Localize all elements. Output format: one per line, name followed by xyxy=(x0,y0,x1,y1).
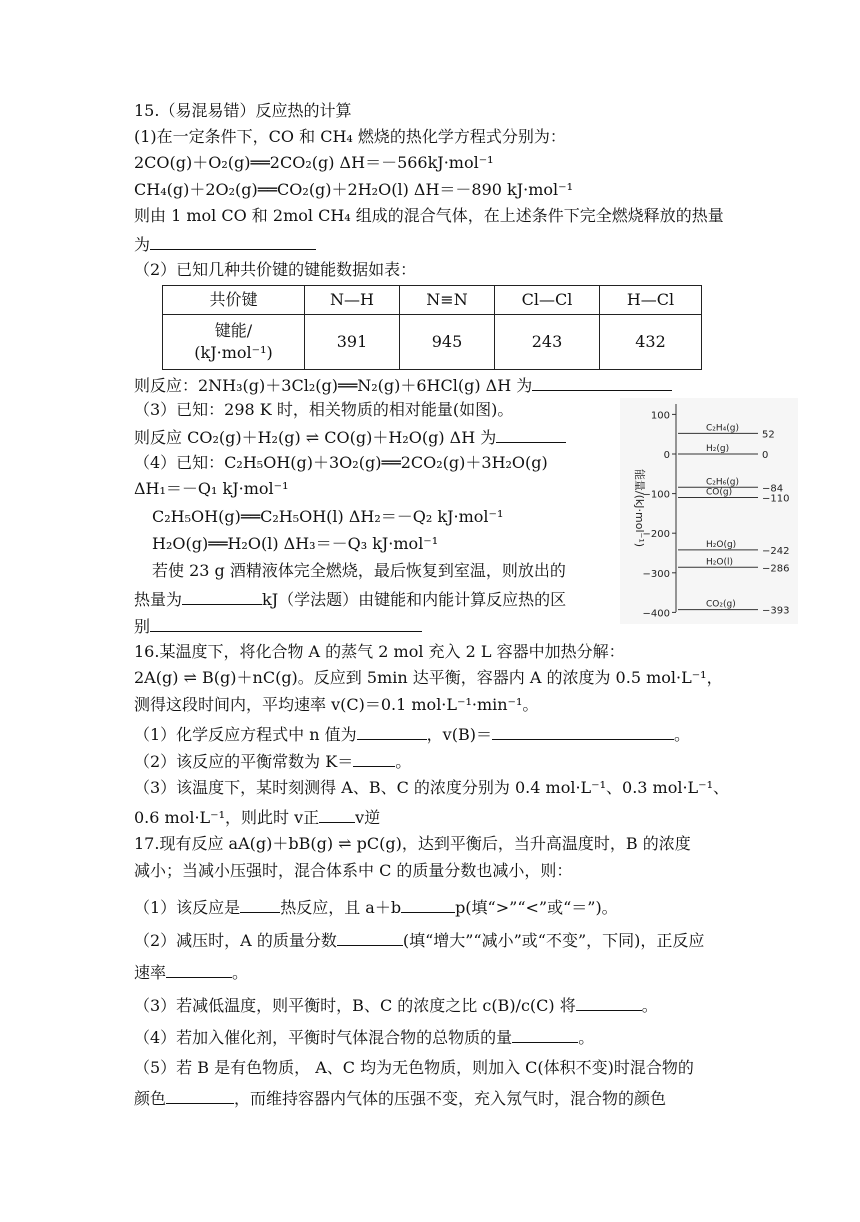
table-header-cell: N—H xyxy=(305,286,400,315)
question-text: （3）若减低温度，则平衡时，B、C 的浓度之比 c(B)/c(C) 将 xyxy=(134,996,576,1015)
question-text: 。 xyxy=(232,963,249,982)
table-header-cell: Cl—Cl xyxy=(495,286,600,315)
q17-part2-cont xyxy=(134,960,248,984)
equation-ethanol-condense: C₂H₅OH(g)══C₂H₅OH(l) ΔH₂＝－Q₂ kJ·mol⁻¹ xyxy=(152,507,504,526)
answer-blank[interactable] xyxy=(240,895,280,913)
q15-part4-answer xyxy=(134,587,566,611)
question-text: 热量为 xyxy=(134,590,183,609)
answer-blank[interactable] xyxy=(512,1025,578,1043)
answer-blank[interactable] xyxy=(576,993,642,1011)
energy-value-label: −242 xyxy=(762,545,790,557)
equation-co-combustion: 2CO(g)＋O₂(g)══2CO₂(g) ΔH＝－566kJ·mol⁻¹ xyxy=(134,153,494,172)
q15-part1-answer xyxy=(134,232,316,256)
q15-part3-question xyxy=(134,425,566,449)
table-row-label xyxy=(163,315,305,370)
axis-tick-label: −200 xyxy=(642,529,670,541)
question-text: 热反应，且 a＋b xyxy=(280,898,402,917)
answer-blank[interactable] xyxy=(353,749,395,767)
bond-energy-table xyxy=(162,285,702,370)
species-label: CO₂(g) xyxy=(706,599,736,610)
equation-ch4-combustion: CH₄(g)＋2O₂(g)══CO₂(g)＋2H₂O(l) ΔH＝－890 kJ·mol⁻¹ xyxy=(134,180,574,199)
energy-level-diagram xyxy=(620,398,798,624)
axis-tick-label: −300 xyxy=(642,568,670,580)
delta-h1: ΔH₁＝－Q₁ kJ·mol⁻¹ xyxy=(134,479,289,498)
q16-part3-answer xyxy=(134,805,380,829)
q17-part2 xyxy=(134,928,704,952)
q15-part2-intro: （2）已知几种共价键的键能数据如表： xyxy=(134,260,417,279)
question-text: 别 xyxy=(134,617,151,636)
question-text: v逆 xyxy=(355,808,381,827)
species-label: C₂H₄(g) xyxy=(706,423,740,434)
table-cell: 243 xyxy=(495,315,600,370)
answer-blank[interactable] xyxy=(150,614,422,632)
q15-part2-question xyxy=(134,373,672,397)
q16-part1 xyxy=(134,722,690,746)
axis-tick-label: −400 xyxy=(642,608,670,620)
answer-blank[interactable] xyxy=(532,373,672,391)
answer-blank[interactable] xyxy=(182,587,262,605)
q17-part5-cont xyxy=(134,1086,666,1110)
table-header-cell: 共价键 xyxy=(163,286,305,315)
row-label-line: 键能/ xyxy=(214,321,253,340)
question-text: 颜色 xyxy=(134,1089,167,1108)
q15-part1-intro: (1)在一定条件下，CO 和 CH₄ 燃烧的热化学方程式分别为： xyxy=(134,127,566,146)
q17-part1 xyxy=(134,895,618,919)
question-text: 0.6 mol·L⁻¹，则此时 v正 xyxy=(134,808,320,827)
q16-intro: 16.某温度下，将化合物 A 的蒸气 2 mol 充入 2 L 容器中加热分解： xyxy=(134,642,625,661)
question-text: ，而维持容器内气体的压强不变，充入氖气时，混合物的颜色 xyxy=(234,1089,667,1108)
energy-value-label: 0 xyxy=(762,450,769,461)
question-text: 。 xyxy=(673,725,690,744)
q15-part4-intro: （4）已知：C₂H₅OH(g)＋3O₂(g)══2CO₂(g)＋3H₂O(g) xyxy=(134,453,548,472)
q17-part4 xyxy=(134,1025,594,1049)
answer-blank[interactable] xyxy=(166,1086,234,1104)
question-text: （2）该反应的平衡常数为 K＝ xyxy=(134,752,354,771)
answer-blank[interactable] xyxy=(401,895,455,913)
energy-value-label: −110 xyxy=(762,493,790,505)
row-label-line: (kJ·mol⁻¹) xyxy=(194,343,273,362)
species-label: H₂O(l) xyxy=(706,557,733,568)
table-header-row xyxy=(163,286,702,315)
question-text: 。 xyxy=(641,996,658,1015)
q17-intro: 17.现有反应 aA(g)＋bB(g) ⇌ pC(g)，达到平衡后，当升高温度时，B 的浓度 xyxy=(134,834,691,853)
table-cell: 391 xyxy=(305,315,400,370)
answer-blank[interactable] xyxy=(496,425,566,443)
q16-part2 xyxy=(134,749,411,773)
answer-blank[interactable] xyxy=(337,928,403,946)
axis-tick-label: 100 xyxy=(650,410,670,422)
question-text: ，v(B)＝ xyxy=(426,725,492,744)
q16-reaction: 2A(g) ⇌ B(g)＋nC(g)。反应到 5min 达平衡，容器内 A 的浓度为 0.5 mol·L⁻¹， xyxy=(134,668,723,687)
q15-part1-question: 则由 1 mol CO 和 2mol CH₄ 组成的混合气体，在上述条件下完全燃烧释放的热量 xyxy=(134,206,724,225)
q17-part5: （5）若 B 是有色物质， A、C 均为无色物质，则加入 C(体积不变)时混合物的 xyxy=(134,1058,694,1077)
q17-part3 xyxy=(134,993,658,1017)
question-text: 。 xyxy=(395,752,412,771)
question-text: （1）化学反应方程式中 n 值为 xyxy=(134,725,357,744)
answer-prefix: 为 xyxy=(134,235,151,254)
answer-blank[interactable] xyxy=(150,232,316,250)
question-text: (填“增大”“减小”或“不变”，下同)，正反应 xyxy=(402,931,705,950)
species-label: CO(g) xyxy=(706,487,733,498)
q17-intro-cont: 减小；当减小压强时，混合体系中 C 的质量分数也减小，则： xyxy=(134,861,573,880)
question-text: 则反应：2NH₃(g)＋3Cl₂(g)══N₂(g)＋6HCl(g) ΔH 为 xyxy=(134,376,533,395)
energy-value-label: 52 xyxy=(762,429,775,441)
answer-blank[interactable] xyxy=(319,805,355,823)
question-text: 。 xyxy=(578,1028,595,1047)
answer-blank[interactable] xyxy=(492,722,674,740)
q15-method-answer xyxy=(134,614,422,638)
axis-tick-label: −100 xyxy=(642,489,670,501)
species-label: H₂O(g) xyxy=(706,539,737,550)
species-label: H₂(g) xyxy=(706,444,730,454)
species-label: C₂H₆(g) xyxy=(706,477,740,488)
y-axis-label: 能量/(kJ·mol⁻¹) xyxy=(633,468,646,548)
q16-part3: （3）该温度下，某时刻测得 A、B、C 的浓度分别为 0.4 mol·L⁻¹、0.3 mol·L⁻¹、 xyxy=(134,778,730,797)
question-text: （1）该反应是 xyxy=(134,898,241,917)
table-header-cell: H—Cl xyxy=(600,286,702,315)
energy-value-label: −393 xyxy=(762,605,790,617)
question-text: 则反应 CO₂(g)＋H₂(g) ⇌ CO(g)＋H₂O(g) ΔH 为 xyxy=(134,428,497,447)
energy-value-label: −84 xyxy=(762,483,784,495)
q16-rate: 测得这段时间内，平均速率 v(C)＝0.1 mol·L⁻¹·min⁻¹。 xyxy=(134,695,539,714)
table-cell: 432 xyxy=(600,315,702,370)
question-text: 速率 xyxy=(134,963,167,982)
q15-part4-question: 若使 23 g 酒精液体完全燃烧，最后恢复到室温，则放出的 xyxy=(152,561,566,580)
table-cell: 945 xyxy=(400,315,495,370)
question-text: p(填“>”“<”或“＝”)。 xyxy=(455,898,618,917)
q15-part3-intro: （3）已知：298 K 时，相关物质的相对能量(如图)。 xyxy=(134,400,514,419)
answer-blank[interactable] xyxy=(166,960,232,978)
answer-blank[interactable] xyxy=(357,722,427,740)
q15-title: 15.（易混易错）反应热的计算 xyxy=(134,101,352,120)
energy-value-label: −286 xyxy=(762,563,790,575)
equation-water-condense: H₂O(g)══H₂O(l) ΔH₃＝－Q₃ kJ·mol⁻¹ xyxy=(152,534,439,553)
question-text: kJ（学法题）由键能和内能计算反应热的区 xyxy=(262,590,567,609)
question-text: （4）若加入催化剂，平衡时气体混合物的总物质的量 xyxy=(134,1028,513,1047)
axis-tick-label: 0 xyxy=(663,450,670,461)
table-row xyxy=(163,315,702,370)
question-text: （2）减压时，A 的质量分数 xyxy=(134,931,337,950)
table-header-cell: N≡N xyxy=(400,286,495,315)
